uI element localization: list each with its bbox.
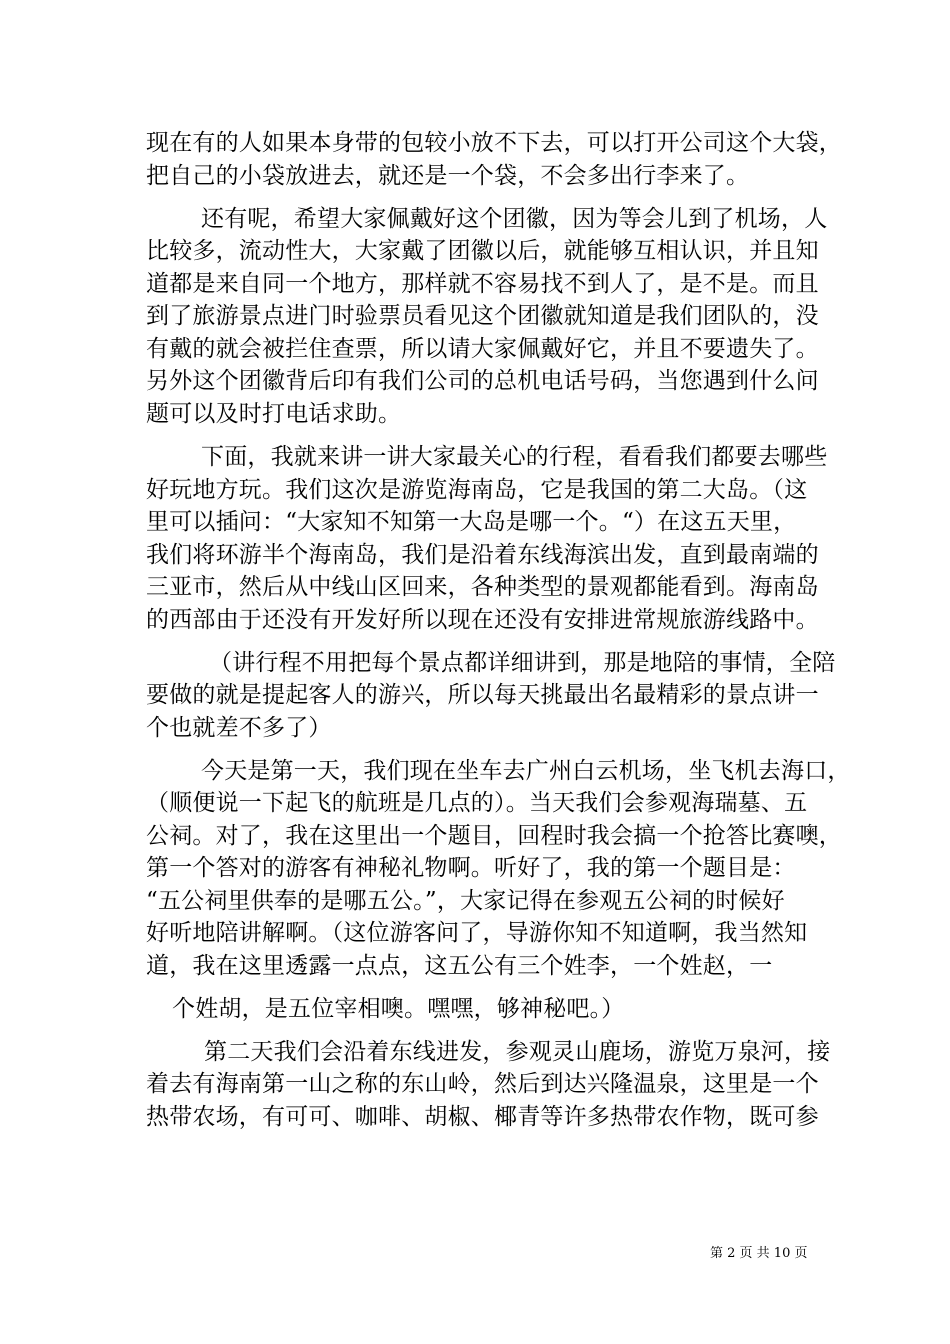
text-line: 第二天我们会沿着东线进发，参观灵山鹿场，游览万泉河，接 (204, 1039, 831, 1065)
text-line: 着去有海南第一山之称的东山岭，然后到达兴隆温泉，这里是一个 (146, 1071, 819, 1097)
text-line: 好玩地方玩。我们这次是游览海南岛，它是我国的第二大岛。（这 (146, 477, 808, 503)
page-number-footer: 第 2 页 共 10 页 (710, 1246, 808, 1261)
text-line: 题可以及时打电话求助。 (146, 401, 402, 427)
text-line: （讲行程不用把每个景点都详细讲到，那是地陪的事情，全陪 (209, 650, 836, 676)
text-line: 有戴的就会被拦住查票，所以请大家佩戴好它，并且不要遗失了。 (146, 336, 819, 362)
text-line: 道都是来自同一个地方，那样就不容易找不到人了，是不是。而且 (146, 271, 819, 297)
text-line: 公祠。对了，我在这里出一个题目，回程时我会搞一个抢答比赛噢， (146, 823, 842, 849)
text-line: 道，我在这里透露一点点，这五公有三个姓李，一个姓赵，一 (146, 953, 773, 979)
text-line: 另外这个团徽背后印有我们公司的总机电话号码，当您遇到什么问 (146, 368, 819, 394)
text-line: 好听地陪讲解啊。（这位游客问了，导游你知不知道啊，我当然知 (146, 920, 808, 946)
text-line: 下面，我就来讲一讲大家最关心的行程，看看我们都要去哪些 (201, 444, 828, 470)
text-line: 的西部由于还没有开发好所以现在还没有安排进常规旅游线路中。 (146, 607, 819, 633)
text-line: 我们将环游半个海南岛，我们是沿着东线海滨出发，直到最南端的 (146, 542, 819, 568)
text-line: 第一个答对的游客有神秘礼物啊。听好了，我的第一个题目是： (146, 855, 796, 881)
text-line: 要做的就是提起客人的游兴，所以每天挑最出名最精彩的景点讲一 (146, 682, 819, 708)
text-line: 个姓胡，是五位宰相噢。嘿嘿，够神秘吧。） (172, 996, 625, 1022)
text-line: 热带农场，有可可、咖啡、胡椒、椰青等许多热带农作物，既可参 (146, 1104, 819, 1130)
text-line: 把自己的小袋放进去，就还是一个袋，不会多出行李来了。 (146, 163, 750, 189)
text-line: 到了旅游景点进门时验票员看见这个团徽就知道是我们团队的，没 (146, 303, 819, 329)
text-line: （顺便说一下起飞的航班是几点的）。当天我们会参观海瑞墓、五 (146, 790, 808, 816)
text-line: 今天是第一天，我们现在坐车去广州白云机场，坐飞机去海口， (201, 758, 851, 784)
text-line: 现在有的人如果本身带的包较小放不下去，可以打开公司这个大袋， (146, 130, 842, 156)
text-line: 里可以插问：“大家知不知第一大岛是哪一个。“）在这五天里， (146, 509, 797, 535)
text-line: 三亚市，然后从中线山区回来，各种类型的景观都能看到。海南岛 (146, 574, 819, 600)
text-line: “五公祠里供奉的是哪五公。”，大家记得在参观五公祠的时候好 (146, 888, 785, 914)
text-line: 比较多，流动性大，大家戴了团徽以后，就能够互相认识，并且知 (146, 238, 819, 264)
text-line: 个也就差不多了） (146, 715, 332, 741)
text-line: 还有呢，希望大家佩戴好这个团徽，因为等会儿到了机场，人 (201, 206, 828, 232)
